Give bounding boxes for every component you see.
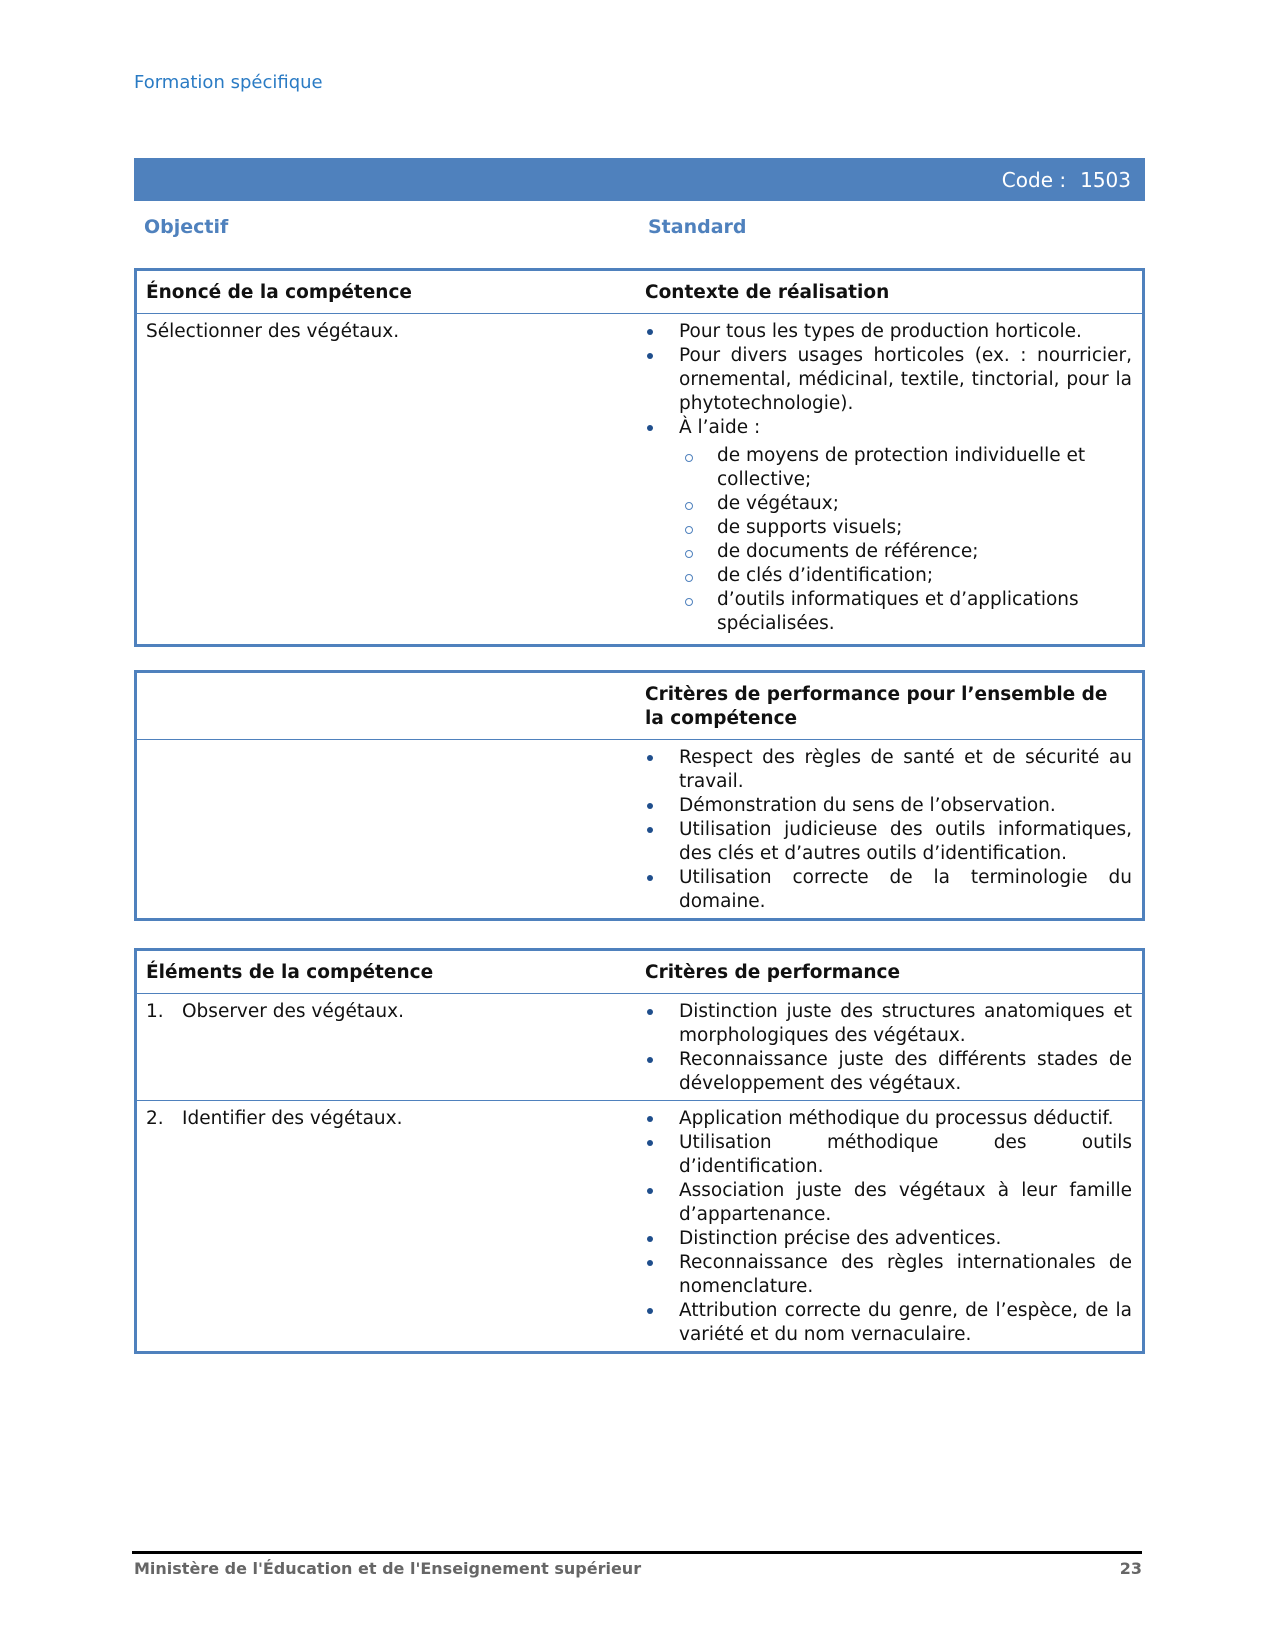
criteria-overall-list	[645, 746, 1132, 914]
list-item: Reconnaissance des règles internationales de nomenclature.	[645, 1251, 1132, 1299]
element-number: 2.	[146, 1108, 164, 1129]
header-criteres-ensemble: Critères de performance pour l’ensemble de la compétence	[645, 684, 1108, 729]
element-text: Observer des végétaux.	[182, 1001, 404, 1022]
sub-list-item: de moyens de protection individuelle et collective;	[645, 444, 1132, 492]
footer-text: Ministère de l'Éducation et de l'Enseignement supérieur	[134, 1559, 642, 1578]
list-item: Pour tous les types de production horticole.	[645, 320, 1132, 344]
sub-list-item: d’outils informatiques et d’applications spécialisées.	[645, 588, 1132, 636]
page-number: 23	[1119, 1559, 1142, 1578]
running-head: Formation spécifique	[134, 72, 323, 93]
sub-list-item: de supports visuels;	[645, 516, 1132, 540]
element-number: 1.	[146, 1001, 164, 1022]
footer-rule	[132, 1551, 1142, 1554]
elements-table	[134, 948, 1145, 1354]
criteria-overall-table	[134, 670, 1145, 921]
list-item: Utilisation correcte de la terminologie du domaine.	[645, 866, 1132, 914]
list-item: Démonstration du sens de l’observation.	[645, 794, 1132, 818]
list-item: Distinction précise des adventices.	[645, 1227, 1132, 1251]
list-item: Respect des règles de santé et de sécurité au travail.	[645, 746, 1132, 794]
sub-list-item: de végétaux;	[645, 492, 1132, 516]
header-contexte: Contexte de réalisation	[645, 282, 890, 303]
list-item: Utilisation méthodique des outils d’identification.	[645, 1131, 1132, 1179]
sub-list-item: de clés d’identification;	[645, 564, 1132, 588]
standard-label: Standard	[648, 216, 747, 238]
code-banner	[134, 158, 1145, 201]
enonce-text: Sélectionner des végétaux.	[136, 314, 637, 646]
competence-table	[134, 268, 1145, 647]
list-item: Pour divers usages horticoles (ex. : nourricier, ornemental, médicinal, textile, tinctorial, pour la phytotechnologie).	[645, 344, 1132, 416]
table-row	[136, 994, 1144, 1101]
list-item: À l’aide :	[645, 416, 1132, 440]
code-label: Code :	[1001, 168, 1067, 192]
code-value: 1503	[1080, 168, 1131, 192]
list-item: Distinction juste des structures anatomiques et morphologiques des végétaux.	[645, 1000, 1132, 1048]
sub-list-item: de documents de référence;	[645, 540, 1132, 564]
list-item: Association juste des végétaux à leur famille d’appartenance.	[645, 1179, 1132, 1227]
table-row	[136, 1101, 1144, 1353]
list-item: Reconnaissance juste des différents stades de développement des végétaux.	[645, 1048, 1132, 1096]
list-item: Attribution correcte du genre, de l’espèce, de la variété et du nom vernaculaire.	[645, 1299, 1132, 1347]
list-item: Utilisation judicieuse des outils informatiques, des clés et d’autres outils d’identification.	[645, 818, 1132, 866]
header-criteres: Critères de performance	[645, 962, 901, 983]
objectif-label: Objectif	[144, 216, 229, 238]
list-item: Application méthodique du processus déductif.	[645, 1107, 1132, 1131]
header-enonce: Énoncé de la compétence	[146, 282, 412, 303]
contexte-list	[645, 320, 1132, 636]
column-labels	[144, 216, 1144, 238]
header-elements: Éléments de la compétence	[146, 962, 434, 983]
element-text: Identifier des végétaux.	[182, 1108, 403, 1129]
